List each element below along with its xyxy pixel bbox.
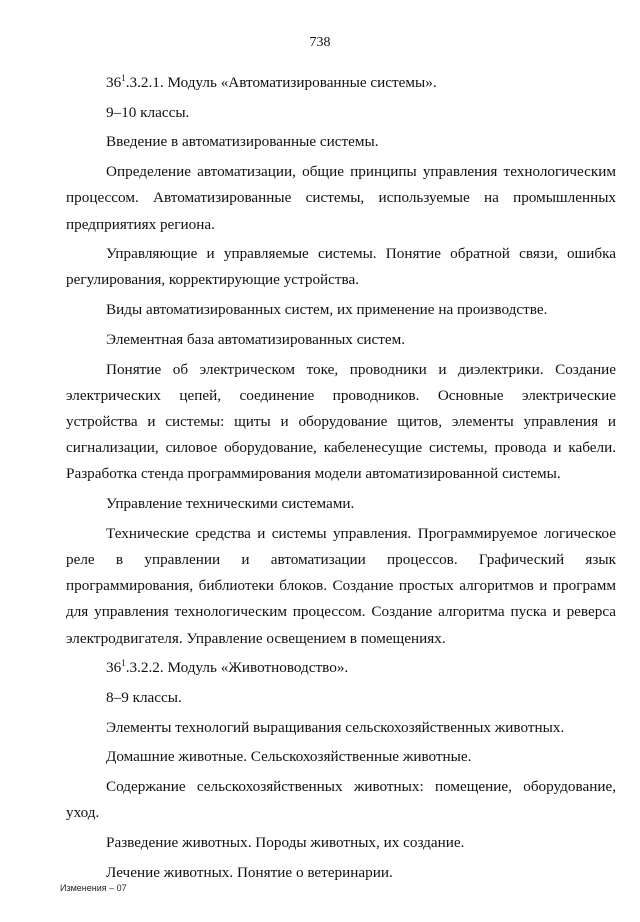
module1-intro: Введение в автоматизированные системы. [106,133,379,151]
paragraph-means-line2: реле в управлении и автоматизации процессов. Графический язык [66,550,616,568]
module2-heading-number: 36 [106,659,122,677]
paragraph-definition: Определение автоматизации, общие принципы управления технологическим процессом. Автоматизированные системы, используемые на промышленных предприятиях региона. [66,163,616,233]
paragraph-types: Виды автоматизированных систем, их применение на производстве. [106,301,548,319]
paragraph-control: Управляющие и управляемые системы. Понятие обратной связи, ошибка регулирования, корректирующие устройства. [66,245,616,289]
module1-grades: 9–10 классы. [106,103,190,121]
paragraph-breeding: Разведение животных. Породы животных, их создание. [106,833,465,851]
module1-heading-sup: 1 [121,72,126,83]
paragraph-means-line1: Технические средства и системы управления. Программируемое логическое [106,524,616,542]
module1-heading [66,70,616,96]
module2-heading-title: .3.2.2. Модуль «Животноводство». [125,659,349,677]
paragraph-means-rest: программирования, библиотеки блоков. Создание простых алгоритмов и программ для управления технологическим процессом. Создание алгоритма пуска и реверса электродвигателя. Управление освещением в помещениях. [66,577,616,647]
paragraph-element-base: Элементная база автоматизированных систем. [106,330,406,348]
module2-grades: 8–9 классы. [106,688,182,706]
paragraph-management: Управление техническими системами. [106,495,355,513]
paragraph-domestic: Домашние животные. Сельскохозяйственные животные. [106,748,472,766]
module2-heading-sup: 1 [121,658,126,669]
paragraph-keeping: Содержание сельскохозяйственных животных: помещение, оборудование, уход. [66,778,616,822]
paragraph-elements: Элементы технологий выращивания сельскохозяйственных животных. [106,718,565,736]
module1-heading-title: .3.2.1. Модуль «Автоматизированные системы». [125,74,437,91]
footer-revision: Изменения – 07 [60,883,127,893]
page-number: 738 [309,35,331,50]
paragraph-means [66,521,616,652]
document-body [66,70,616,889]
module2-heading [66,655,616,681]
paragraph-treatment: Лечение животных. Понятие о ветеринарии. [106,863,393,881]
module1-heading-number: 36 [106,74,122,91]
paragraph-electric: Понятие об электрическом токе, проводники и диэлектрики. Создание электрических цепей, соединение проводников. Основные электрические устройства и системы: щиты и оборудование щитов, элементы управления и сигнализации, силовое оборудование, кабеленесущие системы, провода и кабели. Разработка стенда программирования модели автоматизированной системы. [66,360,616,483]
